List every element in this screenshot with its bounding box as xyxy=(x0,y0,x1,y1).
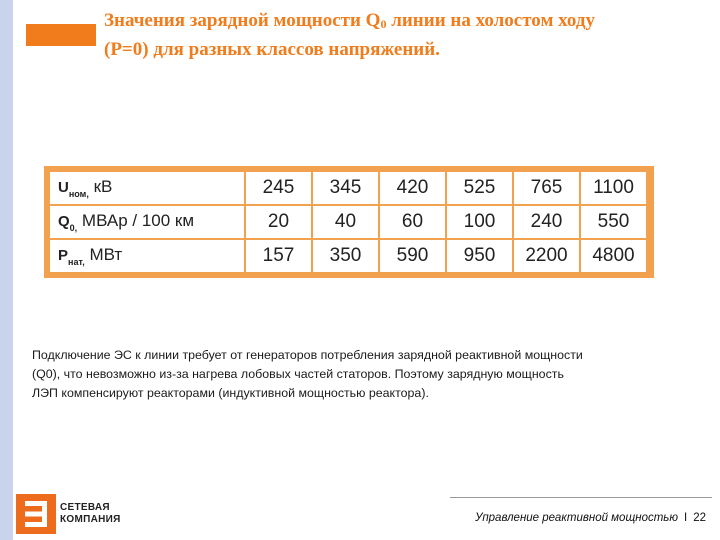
row-label-pnat: $P_{нат,}$ МВт xyxy=(50,240,244,272)
table-cell: 350 xyxy=(313,240,378,272)
title-line-1: Значения зарядной мощности $Q_0$ линии на холостом ходу xyxy=(104,10,595,31)
table-cell: 345 xyxy=(313,172,378,204)
title-line-2: (P=0) для разных классов напряжений. xyxy=(104,39,440,60)
table-cell: 240 xyxy=(514,206,579,238)
table-row xyxy=(50,240,646,272)
table-cell: 2200 xyxy=(514,240,579,272)
paragraph-line: ЛЭП компенсируют реакторами (индуктивной мощностью реактора). xyxy=(32,386,429,400)
table-cell: 420 xyxy=(380,172,445,204)
row-label-q0: $Q_{0,}$ МВАр / 100 км xyxy=(50,206,244,238)
page-number: 22 xyxy=(693,512,706,524)
table-cell: 60 xyxy=(380,206,445,238)
voltage-table xyxy=(44,166,654,278)
table-cell: 525 xyxy=(447,172,512,204)
table-cell: 157 xyxy=(246,240,311,272)
row-label-unom: $U_{ном,}$ кВ xyxy=(50,172,244,204)
company-logo xyxy=(16,494,128,536)
paragraph-line: Подключение ЭС к линии требует от генераторов потребления зарядной реактивной мощности xyxy=(32,348,583,362)
company-logo-text: СЕТЕВАЯ КОМПАНИЯ xyxy=(60,502,121,525)
table-cell: 550 xyxy=(581,206,646,238)
footer-separator: I xyxy=(684,512,688,524)
footer-divider xyxy=(450,497,712,498)
table-cell: 1100 xyxy=(581,172,646,204)
footer xyxy=(475,512,706,524)
table-cell: 40 xyxy=(313,206,378,238)
footer-title: Управление реактивной мощностью xyxy=(475,512,678,524)
paragraph-line: (Q0), что невозможно из-за нагрева лобовых частей статоров. Поэтому зарядную мощность xyxy=(32,367,564,381)
table-cell: 245 xyxy=(246,172,311,204)
table-cell: 20 xyxy=(246,206,311,238)
left-side-bar xyxy=(0,0,13,540)
voltage-table-grid xyxy=(48,170,648,274)
table-row xyxy=(50,172,646,204)
table-cell: 4800 xyxy=(581,240,646,272)
title-accent-bar xyxy=(26,24,96,46)
slide-title xyxy=(104,8,720,63)
table-cell: 950 xyxy=(447,240,512,272)
table-cell: 765 xyxy=(514,172,579,204)
table-cell: 100 xyxy=(447,206,512,238)
table-cell: 590 xyxy=(380,240,445,272)
body-paragraph xyxy=(32,346,692,403)
company-logo-icon xyxy=(16,494,56,534)
table-row xyxy=(50,206,646,238)
